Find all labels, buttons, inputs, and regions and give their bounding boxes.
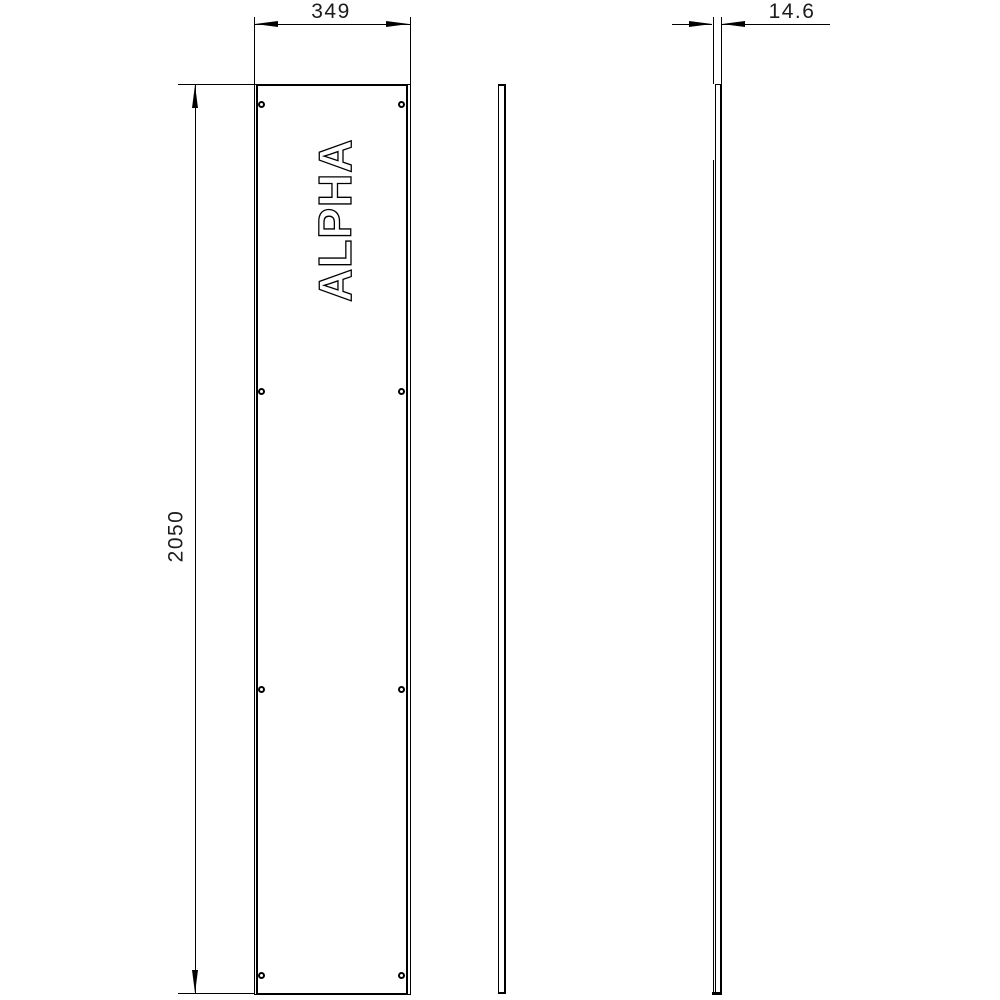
thickness-dim-arrow-left (689, 21, 712, 27)
mounting-hole (258, 686, 265, 693)
mounting-hole (258, 101, 265, 108)
height-dim-label: 2050 (164, 509, 188, 563)
height-dim-extension-line-top (178, 84, 254, 85)
mounting-hole (398, 686, 405, 693)
thickness-dim-label: 14.6 (768, 0, 816, 23)
height-dim-line (195, 85, 196, 994)
thickness-dim-extension-line-right (721, 17, 722, 84)
mounting-hole (258, 972, 265, 979)
height-dim-arrow-top (192, 85, 198, 108)
edge-view-profile (715, 84, 722, 995)
width-dim-label: 349 (311, 0, 351, 23)
panel-engraving (296, 130, 366, 308)
width-dim-arrow-right (386, 21, 409, 27)
mounting-hole (258, 388, 265, 395)
mounting-hole (398, 972, 405, 979)
panel-engraving-text: ALPHA (309, 138, 361, 302)
side-view-profile (498, 84, 506, 995)
edge-view-flange-line (713, 160, 714, 994)
width-dim-arrow-left (255, 21, 278, 27)
edge-view-bottom-cap (712, 992, 722, 995)
width-dim-extension-line-right (410, 17, 411, 84)
width-dim-extension-line-left (254, 17, 255, 84)
mounting-hole (398, 101, 405, 108)
mounting-hole (398, 388, 405, 395)
height-dim-extension-line-bottom (178, 993, 254, 994)
thickness-dim-extension-line-left (713, 17, 714, 84)
height-dim-arrow-bottom (192, 970, 198, 993)
thickness-dim-arrow-right (722, 21, 745, 27)
